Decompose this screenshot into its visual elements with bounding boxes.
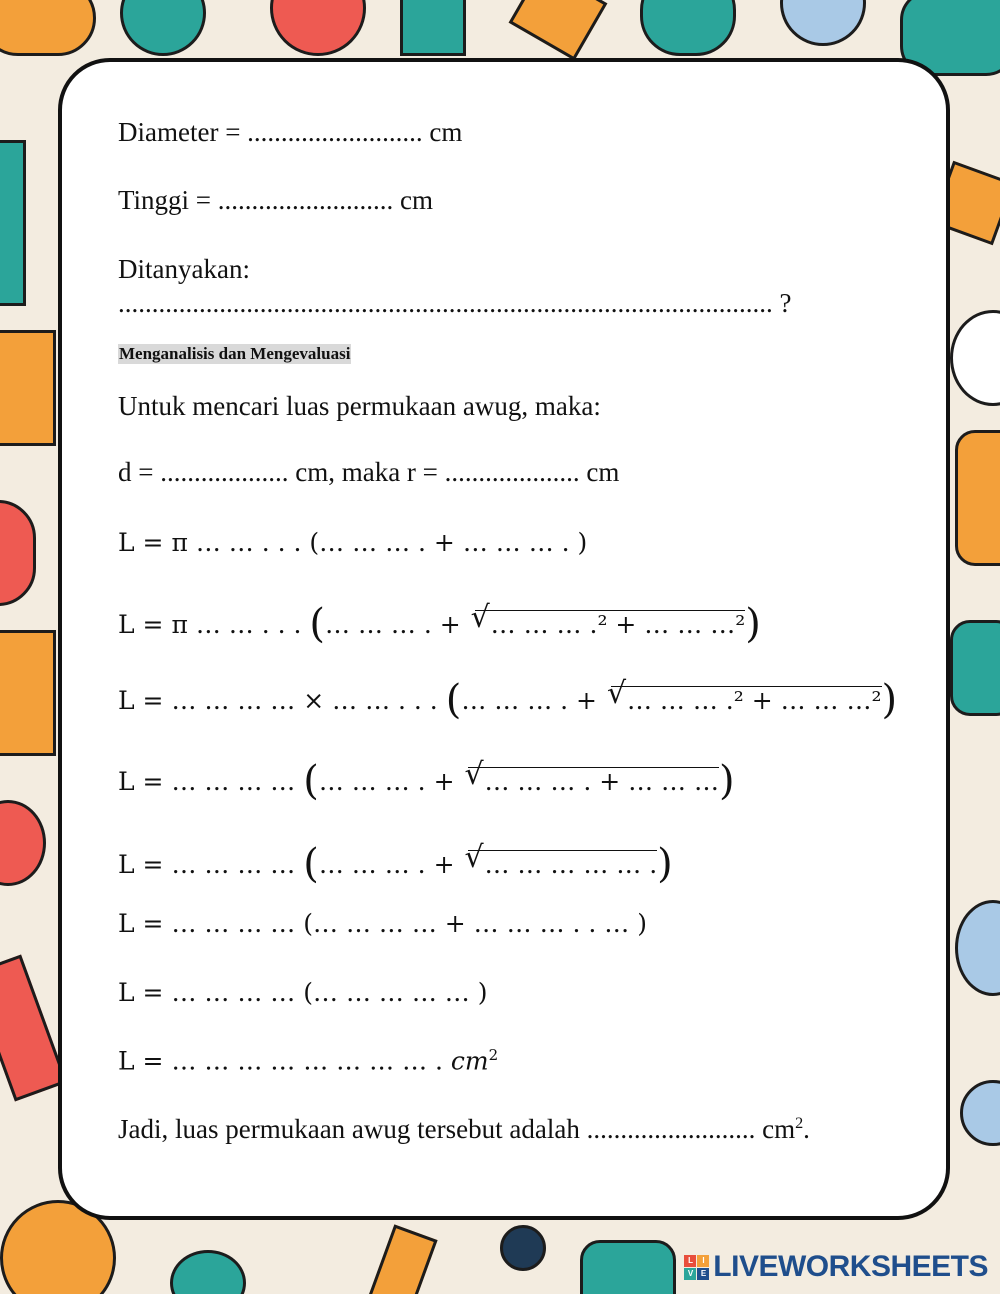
formula-3-radical: √ … … … .² + … … …² xyxy=(611,686,882,714)
logo-mark-l: L xyxy=(684,1255,696,1267)
conclusion-line xyxy=(118,1114,810,1145)
logo-mark-v: V xyxy=(684,1268,696,1280)
formula-4-lead: L = … … … … xyxy=(118,767,304,796)
formula-2-a: … … … . + xyxy=(325,610,469,639)
d-r-line: d = ................... cm, maka r = .................... cm xyxy=(118,457,620,487)
formula-2-lead: L = π … … . . . xyxy=(118,610,310,639)
formula-2: L = π … … . . . (… … … . + √ … … … .² + … … …²) xyxy=(118,597,761,643)
section-heading: Menganalisis dan Mengevaluasi xyxy=(119,344,351,363)
formula-3-a: … … … . + xyxy=(461,686,605,715)
formula-6: L = … … … … (… … … … + … … … . . … ) xyxy=(118,909,648,938)
logo-mark-i: I xyxy=(697,1255,709,1267)
formula-4-a: … … … . + xyxy=(318,767,463,796)
formula-7-lead: L = … … … … xyxy=(118,978,304,1007)
formula-8-sup: 2 xyxy=(488,1046,499,1064)
formula-1-b: … … … . xyxy=(462,528,578,557)
conclusion-end: . xyxy=(803,1114,810,1144)
liveworksheets-logo[interactable] xyxy=(684,1250,988,1284)
ditanyakan-blank: ................................................................................................. ? xyxy=(118,288,792,318)
formula-7: L = … … … … (… … … … … ) xyxy=(118,978,488,1007)
ditanyakan-label: Ditanyakan: xyxy=(118,254,250,284)
formula-6-lead: L = … … … … xyxy=(118,909,304,938)
formula-8 xyxy=(118,1046,498,1075)
conclusion-sup: 2 xyxy=(795,1114,804,1132)
conclusion-text: Jadi, luas permukaan awug tersebut adalah ......................... cm xyxy=(118,1114,796,1144)
formula-8-unit: cm xyxy=(450,1046,489,1076)
formula-3-lead: L = … … … … × … … . . . xyxy=(118,686,446,715)
formula-5-a: … … … . + xyxy=(318,850,463,879)
formula-2-radical: √ … … … .² + … … …² xyxy=(475,610,746,638)
logo-mark-e: E xyxy=(697,1268,709,1280)
formula-5-lead: L = … … … … xyxy=(118,850,304,879)
logo-text: LIVEWORKSHEETS xyxy=(713,1250,988,1283)
tinggi-line: Tinggi = .......................... cm xyxy=(118,185,434,215)
diameter-line: Diameter = .......................... cm xyxy=(118,117,463,147)
formula-1: L = π … … . . . (… … … . + … … … . ) xyxy=(118,528,588,557)
formula-3: L = … … … … × … … . . . (… … … . + √ … … … .² + … … …²) xyxy=(118,673,897,719)
formula-6-a: … … … … + … … … . . … xyxy=(313,909,638,938)
instruction-line: Untuk mencari luas permukaan awug, maka: xyxy=(118,391,601,421)
logo-mark-icon xyxy=(684,1255,709,1280)
formula-1-lead: L = π … … . . . xyxy=(118,528,310,557)
formula-5: L = … … … … (… … … . + √ … … … … … .) xyxy=(118,837,673,883)
formula-4-radical: √ … … … . + … … … xyxy=(468,767,719,795)
formula-5-radical: √ … … … … … . xyxy=(468,850,657,878)
formula-7-a: … … … … … xyxy=(313,978,478,1007)
formula-8-lead: L = … … … … … … … … . xyxy=(118,1046,451,1076)
formula-1-a: … … … . + xyxy=(319,528,463,557)
formula-4: L = … … … … (… … … . + √ … … … . + … … …) xyxy=(118,754,735,800)
